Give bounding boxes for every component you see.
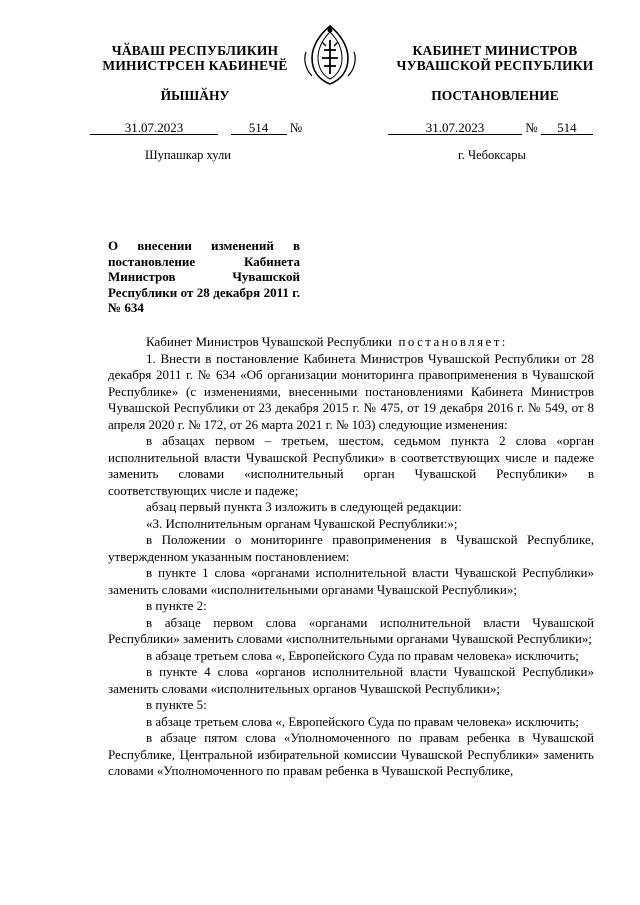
body-paragraph: в пункте 5:: [146, 697, 207, 712]
body-paragraph: в пункте 1 слова «органами исполнительной власти Чувашской Республики» заменить словами «исполнительными органами Чувашской Республики»;: [108, 565, 594, 597]
number-chuvash: 514: [231, 121, 287, 135]
document-title: О внесении изменений в постановление Кабинета Министров Чувашской Республики от 28 декабря 2011 г. № 634: [108, 238, 300, 315]
date-russian: 31.07.2023: [388, 121, 522, 135]
intro-verb: постановляет:: [398, 334, 508, 349]
document-body: [108, 334, 594, 780]
body-paragraph: в Положении о мониторинге правоприменения в Чувашской Республике, утвержденном указанным постановлением:: [108, 532, 594, 564]
dateline-russian: [388, 120, 593, 136]
intro-paragraph: [108, 334, 594, 351]
body-paragraph: в абзаце третьем слова «, Европейского Суда по правам человека» исключить;: [146, 713, 579, 729]
issuer-chuvash: [80, 43, 310, 73]
body-paragraph: в абзаце первом слова «органами исполнительной власти Чувашской Республики» заменить словами «исполнительными органами Чувашской Республики»;: [108, 614, 594, 646]
body-paragraph: в абзаце пятом слова «Уполномоченного по правам ребенка в Чувашской Республике, Центральной избирательной комиссии Чувашской Республики» заменить словами «Уполномоченного по правам ребенка в Чувашской Республике,: [108, 730, 594, 778]
doc-kind-chuvash: ЙЫШӐНУ: [160, 88, 230, 103]
place-russian: г. Чебоксары: [458, 148, 526, 162]
body-paragraph: в пункте 2:: [146, 598, 207, 613]
body-paragraph: в абзацах первом – третьем, шестом, седьмом пункта 2 слова «орган исполнительной власти Чувашской Республики» в соответствующих числе и падеже заменить словами «исполнительный орган Чувашской Республики» в соответствующих числе и падеже;: [108, 433, 594, 498]
number-sign-chuvash: №: [289, 120, 303, 135]
place-chuvash: Шупашкар хули: [145, 148, 231, 162]
number-russian: 514: [541, 121, 593, 135]
chuvash-emblem-icon: [300, 22, 360, 86]
body-paragraph: абзац первый пункта 3 изложить в следующей редакции:: [146, 499, 462, 514]
issuer-russian: [360, 43, 630, 73]
body-paragraph: в пункте 4 слова «органов исполнительной власти Чувашской Республики» заменить словами «исполнительных органов Чувашской Республики»;: [108, 664, 594, 696]
number-sign-russian: №: [525, 120, 538, 135]
intro-text: Кабинет Министров Чувашской Республики: [146, 334, 392, 349]
issuer-chuvash-line-2: МИНИСТРСЕН КАБИНЕЧӖ: [102, 58, 288, 73]
issuer-chuvash-line-1: ЧӐВАШ РЕСПУБЛИКИН: [111, 43, 279, 58]
body-paragraph: 1. Внести в постановление Кабинета Министров Чувашской Республики от 28 декабря 2011 г. № 634 «Об организации мониторинга правоприменения в Чувашской Республике» (с изменениями, внесенными постановлениями Кабинета Министров Чувашской Республики от 23 декабря 2015 г. № 475, от 19 декабря 2016 г. № 549, от 8 апреля 2020 г. № 172, от 26 марта 2021 г. № 103) следующие изменения:: [108, 350, 594, 432]
issuer-russian-line-1: КАБИНЕТ МИНИСТРОВ: [412, 43, 578, 58]
date-chuvash: 31.07.2023: [90, 121, 218, 135]
dateline-chuvash: [90, 120, 302, 136]
doc-kind-russian: ПОСТАНОВЛЕНИЕ: [431, 88, 559, 103]
body-paragraph: «3. Исполнительным органам Чувашской Республики:»;: [146, 515, 458, 531]
body-paragraph: в абзаце третьем слова «, Европейского Суда по правам человека» исключить;: [146, 647, 579, 663]
issuer-russian-line-2: ЧУВАШСКОЙ РЕСПУБЛИКИ: [396, 58, 594, 73]
